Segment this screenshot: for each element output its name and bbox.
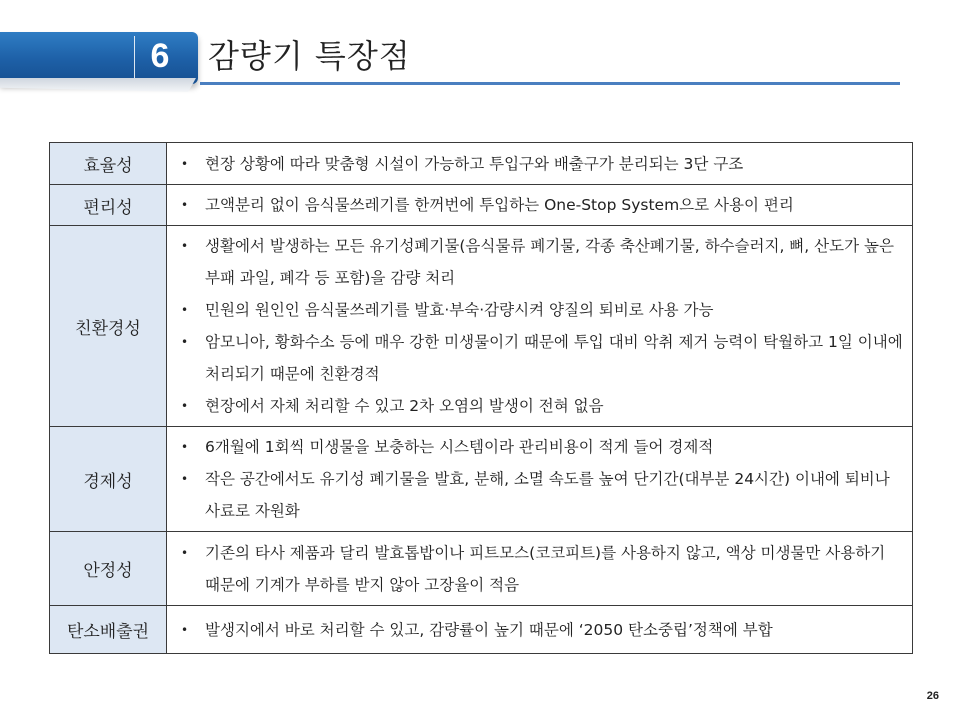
list-item	[179, 614, 904, 646]
bullet-list	[179, 431, 904, 527]
bullet-icon: •	[181, 156, 189, 171]
list-item	[179, 537, 904, 601]
bullet-icon: •	[181, 399, 189, 413]
row-label: 경제성	[50, 427, 167, 532]
table-row-eco-friendliness	[50, 226, 913, 427]
row-label: 친환경성	[50, 226, 167, 427]
list-item-text: 민원의 원인인 음식물쓰레기를 발효·부숙·감량시켜 양질의 퇴비로 사용 가능	[205, 301, 714, 319]
section-number: 6	[150, 37, 170, 75]
list-item	[179, 463, 904, 527]
list-item-text: 6개월에 1회씩 미생물을 보충하는 시스템이라 관리비용이 적게 들어 경제적	[205, 438, 714, 456]
list-item-text: 기존의 타사 제품과 달리 발효톱밥이나 피트모스(코코피트)를 사용하지 않고, 액상 미생물만 사용하기 때문에 기계가 부하를 받지 않아 고장율이 적음	[205, 543, 886, 594]
list-item-text: 현장 상황에 따라 맞춤형 시설이 가능하고 투입구와 배출구가 분리되는 3단 구조	[205, 154, 744, 173]
bullet-icon: •	[181, 545, 189, 560]
page-number: 26	[926, 690, 939, 702]
table-row-convenience	[50, 185, 913, 226]
bullet-list	[179, 148, 904, 180]
page-title: 감량기 특장점	[208, 37, 411, 75]
row-label: 효율성	[50, 143, 167, 185]
bullet-icon: •	[181, 622, 189, 637]
table-row-carbon-credits	[50, 606, 913, 654]
list-item	[179, 294, 904, 326]
title-underline	[200, 82, 900, 85]
bullet-icon: •	[181, 335, 189, 349]
list-item-text: 현장에서 자체 처리할 수 있고 2차 오염의 발생이 전혀 없음	[205, 397, 604, 415]
row-content	[167, 427, 913, 532]
table-row-economy	[50, 427, 913, 532]
bullet-icon: •	[181, 472, 189, 486]
list-item	[179, 230, 904, 294]
list-item	[179, 326, 904, 390]
row-content	[167, 143, 913, 185]
bullet-icon: •	[181, 198, 189, 212]
row-content	[167, 226, 913, 427]
row-label: 안정성	[50, 532, 167, 606]
row-label: 탄소배출권	[50, 606, 167, 654]
list-item-text: 암모니아, 황화수소 등에 매우 강한 미생물이기 때문에 투입 대비 악취 제거 능력이 탁월하고 1일 이내에 처리되기 때문에 친환경적	[205, 333, 903, 383]
bullet-list	[179, 614, 904, 646]
bullet-list	[179, 230, 904, 422]
table-row-stability	[50, 532, 913, 606]
bullet-icon: •	[181, 440, 189, 454]
list-item-text: 생활에서 발생하는 모든 유기성폐기물(음식물류 폐기물, 각종 축산폐기물, 하수슬러지, 뼈, 산도가 높은 부패 과일, 폐각 등 포함)을 감량 처리	[205, 237, 894, 287]
list-item-text: 작은 공간에서도 유기성 폐기물을 발효, 분해, 소멸 속도를 높여 단기간(대부분 24시간) 이내에 퇴비나 사료로 자원화	[205, 470, 890, 520]
bullet-icon: •	[181, 239, 189, 253]
list-item	[179, 431, 904, 463]
list-item	[179, 390, 904, 422]
features-table	[49, 142, 913, 654]
ribbon-divider	[134, 36, 135, 78]
list-item-text: 고액분리 없이 음식물쓰레기를 한꺼번에 투입하는 One-Stop System으로 사용이 편리	[205, 196, 794, 214]
row-content	[167, 185, 913, 226]
list-item	[179, 189, 904, 221]
list-item-text: 발생지에서 바로 처리할 수 있고, 감량률이 높기 때문에 ‘2050 탄소중립’정책에 부합	[205, 620, 773, 639]
row-content	[167, 606, 913, 654]
list-item	[179, 148, 904, 180]
bullet-icon: •	[181, 303, 189, 317]
row-label: 편리성	[50, 185, 167, 226]
row-content	[167, 532, 913, 606]
bullet-list	[179, 189, 904, 221]
bullet-list	[179, 537, 904, 601]
ribbon-fold	[0, 78, 196, 92]
table-row-efficiency	[50, 143, 913, 185]
